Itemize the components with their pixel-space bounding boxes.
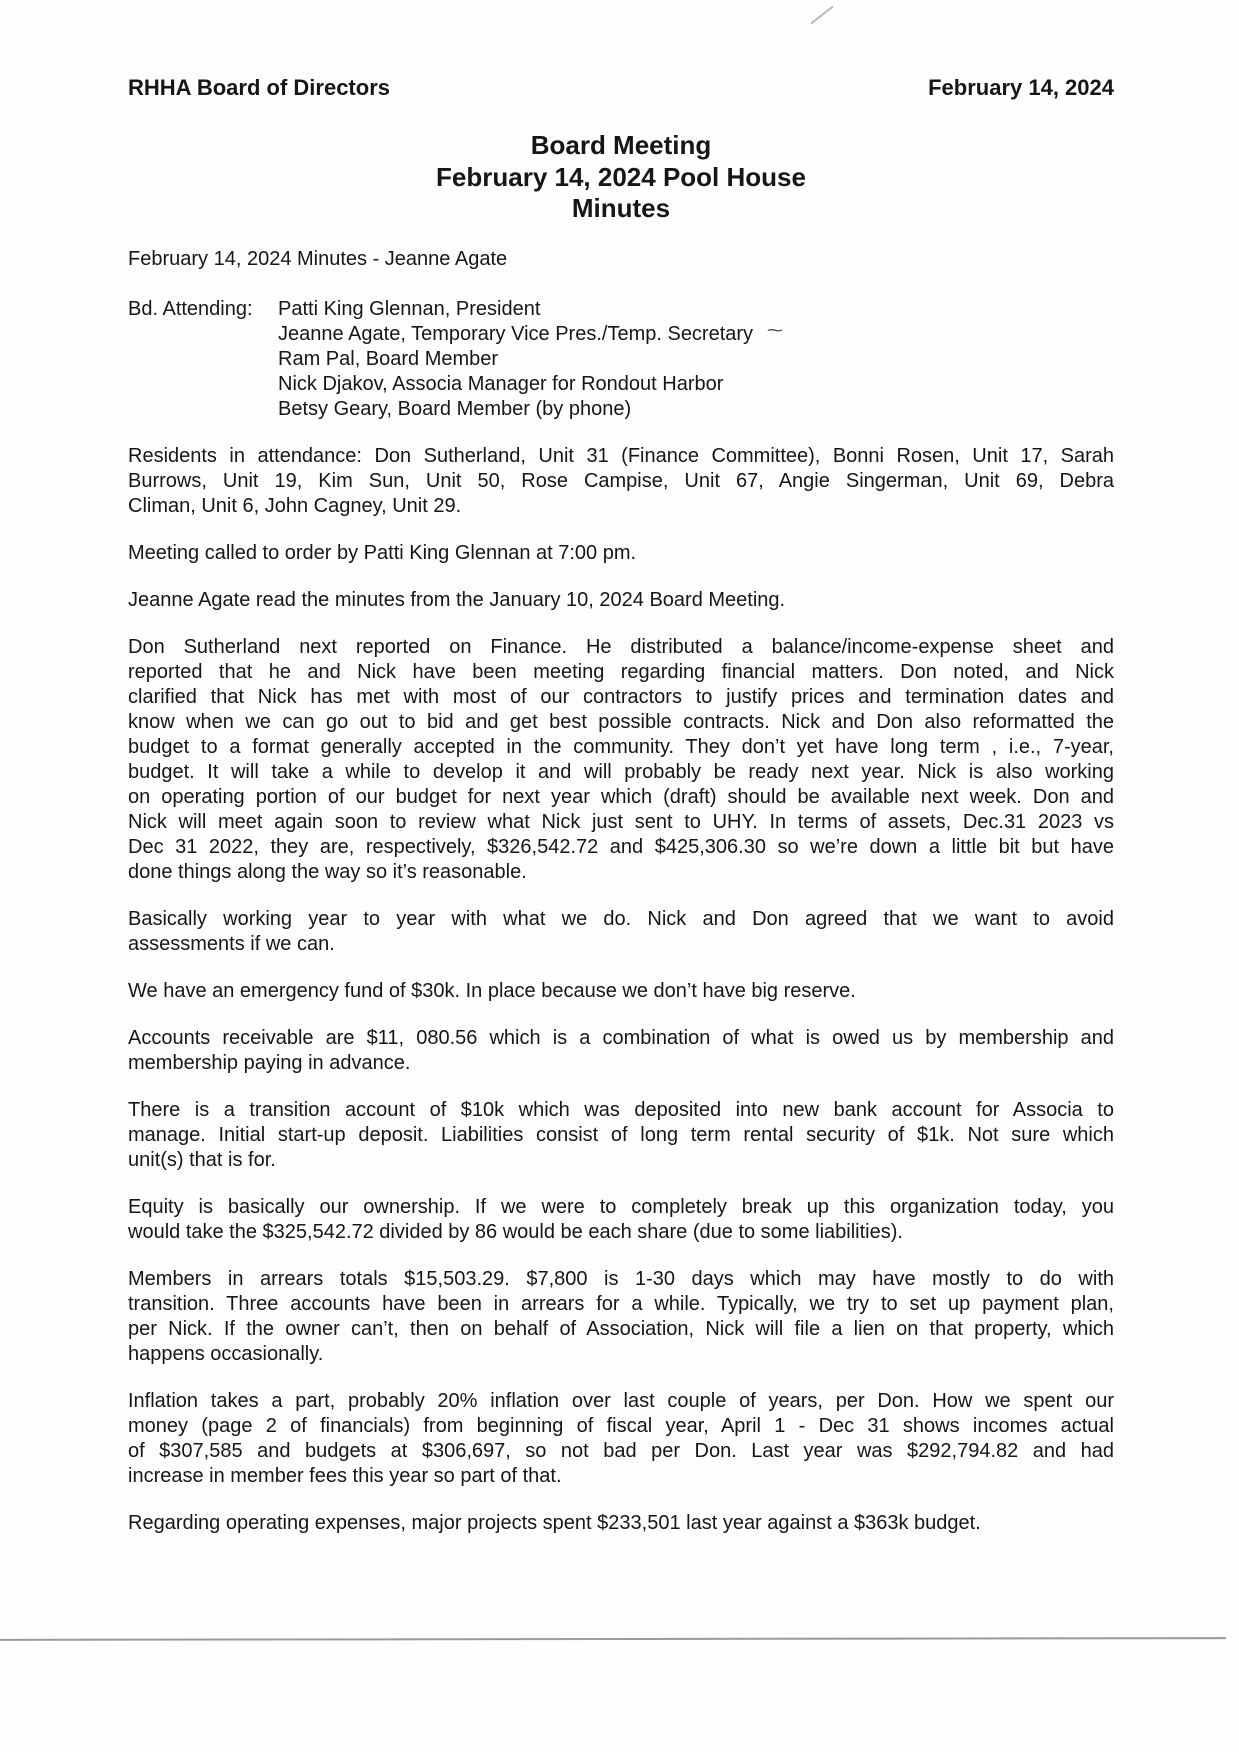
text-line: would take the $325,542.72 divided by 86 would be each share (due to some liabilities). bbox=[128, 1220, 903, 1243]
text-line: transition. Three accounts have been in arrears for a while. Typically, we try to set up payment plan, bbox=[128, 1292, 1114, 1315]
paragraph-call-to-order bbox=[128, 541, 1114, 566]
text-line: unit(s) that is for. bbox=[128, 1148, 276, 1171]
text-line: increase in member fees this year so part of that. bbox=[128, 1464, 562, 1487]
scan-artifact-slash bbox=[810, 6, 833, 25]
text-line: Residents in attendance: Don Sutherland, Unit 31 (Finance Committee), Bonni Rosen, Unit 17, Sarah bbox=[128, 444, 1114, 467]
attendee-line: Betsy Geary, Board Member (by phone) bbox=[278, 397, 632, 420]
text-line: manage. Initial start-up deposit. Liabilities consist of long term rental security of $1k. Not sure which bbox=[128, 1123, 1114, 1146]
text-line: We have an emergency fund of $30k. In place because we don’t have big reserve. bbox=[128, 979, 856, 1002]
paragraph-inflation bbox=[128, 1389, 1114, 1489]
paragraphs-container bbox=[128, 444, 1114, 1536]
attendee-line: Ram Pal, Board Member bbox=[278, 347, 499, 370]
title-line-minutes: Minutes bbox=[571, 193, 671, 223]
text-line: Dec 31 2022, they are, respectively, $326,542.72 and $425,306.30 so we’re down a little bit but have bbox=[128, 835, 1114, 858]
minutes-byline: February 14, 2024 Minutes - Jeanne Agate bbox=[128, 247, 508, 270]
header-date: February 14, 2024 bbox=[928, 75, 1114, 100]
document-header bbox=[128, 75, 1114, 100]
text-line: Meeting called to order by Patti King Glennan at 7:00 pm. bbox=[128, 541, 637, 564]
paragraph-accounts-receivable bbox=[128, 1026, 1114, 1076]
paragraph-equity bbox=[128, 1195, 1114, 1245]
text-line: Equity is basically our ownership. If we were to completely break up this organization today, you bbox=[128, 1195, 1114, 1218]
handwritten-tick-mark: ~ bbox=[766, 320, 782, 342]
text-line: Jeanne Agate read the minutes from the January 10, 2024 Board Meeting. bbox=[128, 588, 786, 611]
text-line: know when we can go out to bid and get best possible contracts. Nick and Don also reformatted the bbox=[128, 710, 1114, 733]
attendee-line: Nick Djakov, Associa Manager for Rondout Harbor bbox=[278, 372, 724, 395]
paragraph-operating-expenses bbox=[128, 1511, 1114, 1536]
paragraph-emergency-fund bbox=[128, 979, 1114, 1004]
title-line-meeting: Board Meeting bbox=[530, 130, 712, 160]
paragraph-arrears bbox=[128, 1267, 1114, 1367]
paragraph-transition-account bbox=[128, 1098, 1114, 1173]
text-line: Burrows, Unit 19, Kim Sun, Unit 50, Rose Campise, Unit 67, Angie Singerman, Unit 69, Debra bbox=[128, 469, 1114, 492]
attending-label: Bd. Attending: bbox=[128, 297, 253, 320]
attendee-list bbox=[278, 297, 782, 422]
title-line-date-location: February 14, 2024 Pool House bbox=[436, 161, 806, 192]
text-line: on operating portion of our budget for next year which (draft) should be available next week. Don and bbox=[128, 785, 1114, 808]
paragraph-year-to-year bbox=[128, 907, 1114, 957]
document-title bbox=[128, 130, 1114, 225]
attendee-line: Patti King Glennan, President bbox=[278, 297, 541, 320]
text-line: clarified that Nick has met with most of our contractors to justify prices and termination dates and bbox=[128, 685, 1114, 708]
text-line: membership paying in advance. bbox=[128, 1051, 411, 1074]
text-line: Basically working year to year with what we do. Nick and Don agreed that we want to avoid bbox=[128, 907, 1114, 930]
text-line: Regarding operating expenses, major projects spent $233,501 last year against a $363k budget. bbox=[128, 1511, 981, 1534]
text-line: budget. It will take a while to develop it and will probably be ready next year. Nick is also working bbox=[128, 760, 1114, 783]
text-line: per Nick. If the owner can’t, then on behalf of Association, Nick will file a lien on that property, which bbox=[128, 1317, 1114, 1340]
text-line: done things along the way so it’s reasonable. bbox=[128, 860, 527, 883]
text-line: reported that he and Nick have been meeting regarding financial matters. Don noted, and Nick bbox=[128, 660, 1114, 683]
text-line: Inflation takes a part, probably 20% inflation over last couple of years, per Don. How we spent our bbox=[128, 1389, 1114, 1412]
text-line: There is a transition account of $10k which was deposited into new bank account for Associa to bbox=[128, 1098, 1114, 1121]
text-line: Don Sutherland next reported on Finance. He distributed a balance/income-expense sheet and bbox=[128, 635, 1114, 658]
text-line: budget to a format generally accepted in the community. They don’t yet have long term , i.e., 7-year, bbox=[128, 735, 1114, 758]
text-line: Nick will meet again soon to review what Nick just sent to UHY. In terms of assets, Dec.31 2023 vs bbox=[128, 810, 1114, 833]
text-line: assessments if we can. bbox=[128, 932, 335, 955]
text-line: money (page 2 of financials) from beginning of fiscal year, April 1 - Dec 31 shows incomes actual bbox=[128, 1414, 1114, 1437]
board-attending-block bbox=[128, 297, 1114, 422]
attendee-line: Jeanne Agate, Temporary Vice Pres./Temp. Secretary ~ bbox=[278, 320, 782, 345]
text-line: Members in arrears totals $15,503.29. $7,800 is 1-30 days which may have mostly to do with bbox=[128, 1267, 1114, 1290]
header-org-name: RHHA Board of Directors bbox=[128, 75, 390, 100]
paragraph-minutes-read bbox=[128, 588, 1114, 613]
text-line: Climan, Unit 6, John Cagney, Unit 29. bbox=[128, 494, 462, 517]
paragraph-finance-report bbox=[128, 635, 1114, 885]
text-line: Accounts receivable are $11, 080.56 which is a combination of what is owed us by membership and bbox=[128, 1026, 1114, 1049]
paragraph-residents bbox=[128, 444, 1114, 519]
text-line: happens occasionally. bbox=[128, 1342, 324, 1365]
text-line: of $307,585 and budgets at $306,697, so not bad per Don. Last year was $292,794.82 and had bbox=[128, 1439, 1114, 1462]
scan-artifact-horizontal-line bbox=[0, 1637, 1226, 1641]
document-content bbox=[128, 75, 1114, 1536]
